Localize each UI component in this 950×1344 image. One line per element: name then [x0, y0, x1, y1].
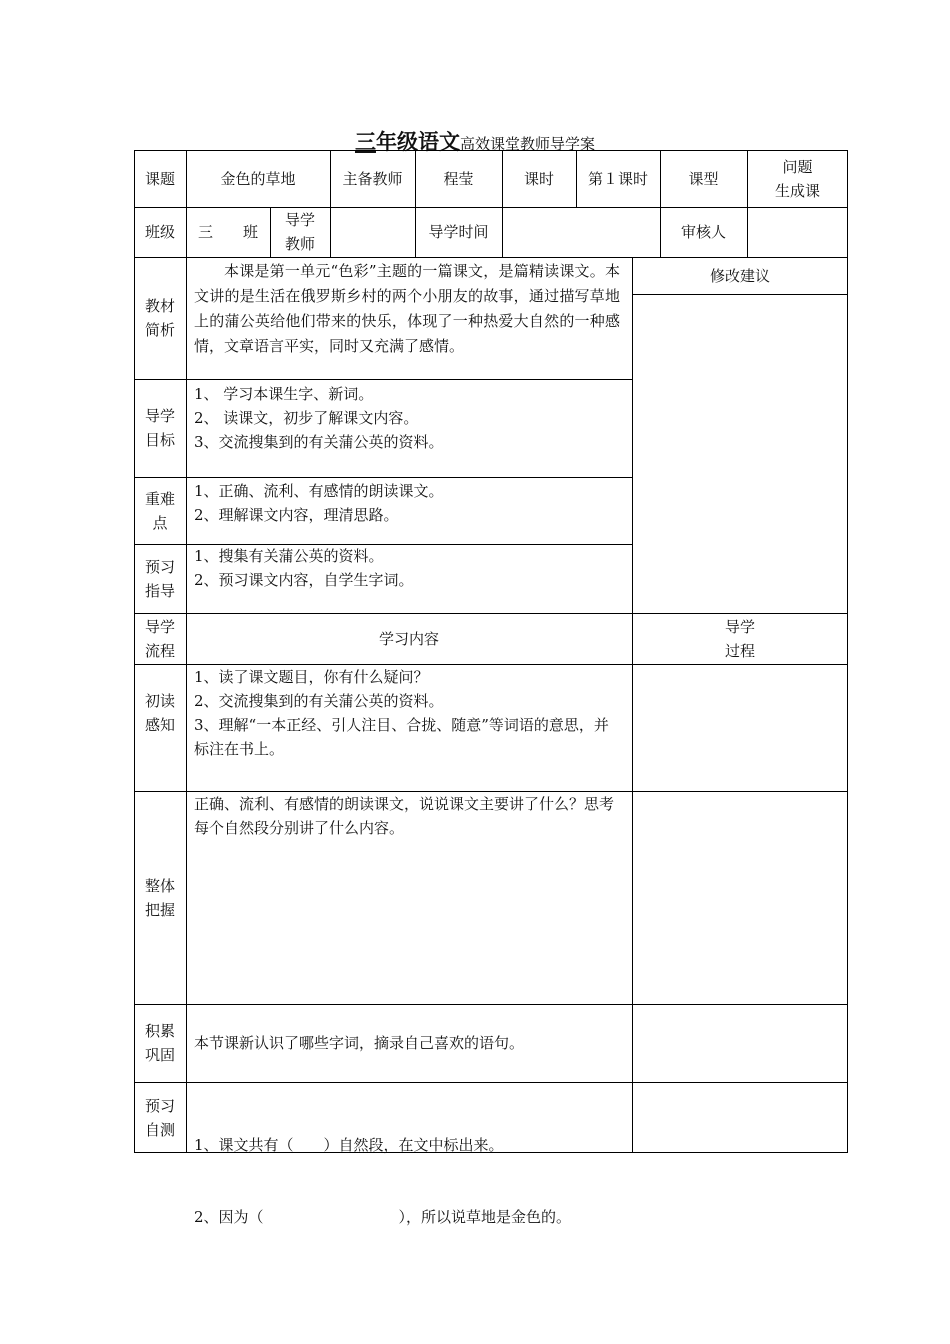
preview-guide-label-line2: 指导 — [144, 581, 175, 600]
accumulate-process[interactable] — [632, 1004, 848, 1082]
class-label: 班级 — [144, 223, 175, 241]
preview-guide-label-line1: 预习 — [144, 557, 175, 576]
first-read-item: 1、读了课文题目，你有什么疑问？ — [194, 668, 429, 686]
self-test-process[interactable] — [632, 1082, 848, 1153]
preview-guide-label — [134, 544, 186, 613]
guide-teacher-value[interactable] — [330, 207, 415, 257]
overall-content — [186, 791, 632, 1004]
overall-label — [134, 791, 186, 1004]
goals-content — [186, 379, 632, 477]
revise-area[interactable] — [632, 294, 848, 613]
self-test-label-line1: 预习 — [144, 1096, 175, 1115]
guide-time-value[interactable] — [502, 207, 660, 257]
first-read-item: 3、理解“一本正经、引人注目、合拢、随意”等词语的意思，并标注在书上。 — [194, 716, 609, 758]
accumulate-label — [134, 1004, 186, 1082]
analysis-label-line1: 教材 — [144, 297, 175, 315]
first-read-content — [186, 664, 632, 791]
goal-item: 2、 读课文，初步了解课文内容。 — [194, 409, 419, 427]
analysis-label — [134, 257, 186, 379]
class-value: 三 班 — [197, 223, 258, 241]
analysis-content — [186, 257, 632, 379]
key-points-label-line1: 重难 — [144, 489, 175, 508]
title-main: 年级语文 — [375, 129, 460, 154]
overall-label-line1: 整体 — [144, 876, 175, 895]
flow-label-line2: 流程 — [144, 641, 175, 660]
process-header — [632, 613, 848, 664]
key-points-label — [134, 477, 186, 544]
self-test-item: 2、因为（ ），所以说草地是金色的。 — [194, 1208, 572, 1226]
content-header: 学习内容 — [378, 629, 439, 648]
process-header-line1: 导学 — [724, 617, 755, 636]
topic-label: 课题 — [144, 169, 175, 188]
self-test-item: 1、课文共有（ ）自然段，在文中标出来。 — [194, 1136, 504, 1154]
key-points-label-line2: 点 — [152, 513, 168, 532]
guide-teacher-label-line1: 导学 — [284, 211, 315, 229]
accumulate-label-line1: 积累 — [144, 1022, 175, 1040]
guide-time-label: 导学时间 — [428, 223, 489, 241]
first-read-label-line1: 初读 — [144, 692, 175, 710]
analysis-text: 本课是第一单元“色彩”主题的一篇课文，是篇精读课文。本文讲的是生活在俄罗斯乡村的两个小朋友的故事，通过描写草地上的蒲公英给他们带来的快乐，体现了一种热爱大自然的一种感情，文章语言平实，同时又充满了感情。 — [194, 262, 620, 355]
key-point-item: 2、理解课文内容，理清思路。 — [194, 506, 399, 524]
flow-label-line1: 导学 — [144, 617, 175, 636]
type-value-line2: 生成课 — [774, 181, 820, 200]
revise-header: 修改建议 — [709, 266, 770, 285]
goal-item: 3、交流搜集到的有关蒲公英的资料。 — [194, 433, 444, 451]
preview-guide-content — [186, 544, 632, 613]
self-test-label-line2: 自测 — [144, 1120, 175, 1139]
accumulate-text: 本节课新认识了哪些字词，摘录自己喜欢的语句。 — [194, 1034, 525, 1052]
preview-guide-item: 1、搜集有关蒲公英的资料。 — [194, 547, 384, 565]
accumulate-content — [186, 1004, 632, 1082]
type-value — [747, 150, 848, 207]
first-read-label-line2: 感知 — [144, 716, 175, 734]
preview-guide-item: 2、预习课文内容，自学生字词。 — [194, 571, 414, 589]
first-read-item: 2、交流搜集到的有关蒲公英的资料。 — [194, 692, 444, 710]
title-grade: 三 — [354, 129, 376, 154]
goals-label-line2: 目标 — [144, 431, 175, 449]
teacher-label: 主备教师 — [342, 169, 403, 188]
analysis-label-line2: 简析 — [144, 321, 175, 339]
guide-teacher-label-line2: 教师 — [284, 235, 315, 253]
type-value-line1: 问题 — [782, 157, 813, 176]
goal-item: 1、 学习本课生字、新词。 — [194, 385, 374, 403]
period-label: 课时 — [523, 169, 554, 188]
reviewer-label: 审核人 — [680, 223, 726, 241]
key-point-item: 1、正确、流利、有感情的朗读课文。 — [194, 482, 444, 500]
topic-value: 金色的草地 — [220, 169, 296, 188]
first-read-label — [134, 664, 186, 791]
key-points-content — [186, 477, 632, 544]
period-value: 第１课时 — [587, 169, 648, 188]
process-header-line2: 过程 — [724, 641, 755, 660]
goals-label-line1: 导学 — [144, 407, 175, 425]
overall-text: 正确、流利、有感情的朗读课文，说说课文主要讲了什么？思考每个自然段分别讲了什么内容。 — [194, 795, 615, 837]
overall-process[interactable] — [632, 791, 848, 1004]
accumulate-label-line2: 巩固 — [144, 1046, 175, 1064]
teacher-value: 程莹 — [443, 169, 474, 188]
type-label: 课型 — [688, 169, 719, 188]
goals-label — [134, 379, 186, 477]
self-test-content — [186, 1082, 632, 1226]
self-test-label — [134, 1082, 186, 1153]
title-sub: 高效课堂教师导学案 — [459, 135, 595, 153]
overall-label-line2: 把握 — [144, 900, 175, 919]
guide-teacher-label — [270, 207, 330, 257]
first-read-process[interactable] — [632, 664, 848, 791]
reviewer-value[interactable] — [747, 207, 848, 257]
flow-label — [134, 613, 186, 664]
